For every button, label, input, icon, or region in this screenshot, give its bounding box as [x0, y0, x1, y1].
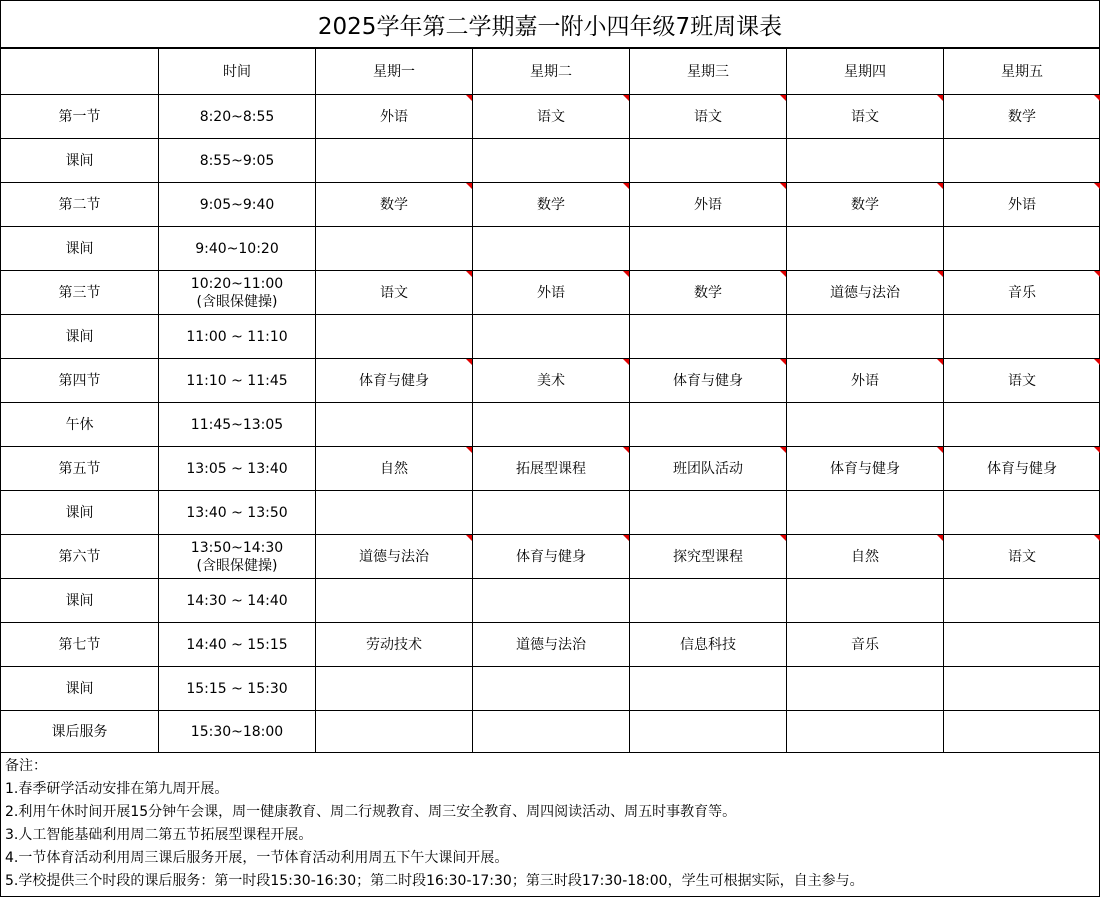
subject-cell-wednesday[interactable] — [630, 227, 787, 271]
subject-cell-monday[interactable]: 道德与法治 — [316, 535, 473, 579]
notes-heading: 备注： — [5, 758, 47, 774]
header-corner-cell[interactable] — [1, 49, 159, 95]
period-label-cell[interactable]: 课间 — [1, 579, 159, 623]
subject-cell-thursday[interactable] — [787, 403, 944, 447]
note-item: 3.人工智能基础利用周二第五节拓展型课程开展。 — [5, 827, 313, 843]
subject-cell-wednesday[interactable]: 外语 — [630, 183, 787, 227]
period-time-cell[interactable] — [159, 491, 316, 535]
period-time-text: 13:50~14:30 — [190, 539, 284, 556]
period-time-cell[interactable] — [159, 447, 316, 491]
subject-cell-tuesday[interactable] — [473, 711, 630, 753]
period-time-cell[interactable] — [159, 403, 316, 447]
subject-cell-tuesday[interactable]: 拓展型课程 — [473, 447, 630, 491]
subject-cell-friday[interactable] — [944, 315, 1100, 359]
subject-cell-monday[interactable] — [316, 711, 473, 753]
period-time-text: 13:05 ~ 13:40 — [186, 460, 288, 477]
subject-cell-tuesday[interactable]: 数学 — [473, 183, 630, 227]
table-row — [1, 711, 1100, 753]
subject-cell-monday[interactable] — [316, 315, 473, 359]
subject-cell-tuesday[interactable] — [473, 579, 630, 623]
header-day-friday[interactable]: 星期五 — [944, 49, 1100, 95]
subject-cell-friday[interactable]: 外语 — [944, 183, 1100, 227]
period-label-cell[interactable]: 课间 — [1, 667, 159, 711]
subject-cell-thursday[interactable] — [787, 491, 944, 535]
subject-cell-friday[interactable]: 体育与健身 — [944, 447, 1100, 491]
table-row — [1, 183, 1100, 227]
period-label-cell[interactable]: 课后服务 — [1, 711, 159, 753]
period-label-cell[interactable]: 第四节 — [1, 359, 159, 403]
subject-cell-monday[interactable]: 体育与健身 — [316, 359, 473, 403]
period-time-cell[interactable] — [159, 667, 316, 711]
table-row — [1, 139, 1100, 183]
period-time-text: 9:05~9:40 — [199, 196, 275, 213]
period-time-cell[interactable] — [159, 95, 316, 139]
subject-cell-monday[interactable] — [316, 227, 473, 271]
subject-cell-tuesday[interactable]: 美术 — [473, 359, 630, 403]
period-label-cell[interactable]: 第六节 — [1, 535, 159, 579]
table-row — [1, 535, 1100, 579]
subject-cell-friday[interactable] — [944, 579, 1100, 623]
period-time-cell[interactable] — [159, 623, 316, 667]
subject-cell-thursday[interactable]: 语文 — [787, 95, 944, 139]
header-day-tuesday[interactable]: 星期二 — [473, 49, 630, 95]
subject-cell-tuesday[interactable]: 道德与法治 — [473, 623, 630, 667]
period-time-text: 8:55~9:05 — [199, 152, 275, 169]
table-row — [1, 623, 1100, 667]
subject-cell-friday[interactable] — [944, 491, 1100, 535]
table-row — [1, 271, 1100, 315]
subject-cell-thursday[interactable] — [787, 139, 944, 183]
header-row — [1, 49, 1100, 95]
period-time-text: 14:30 ~ 14:40 — [186, 592, 288, 609]
period-label-cell[interactable]: 第二节 — [1, 183, 159, 227]
subject-cell-wednesday[interactable] — [630, 403, 787, 447]
subject-cell-monday[interactable] — [316, 491, 473, 535]
period-time-text: 14:40 ~ 15:15 — [186, 636, 288, 653]
subject-cell-wednesday[interactable] — [630, 139, 787, 183]
subject-cell-wednesday[interactable] — [630, 315, 787, 359]
period-label-cell[interactable]: 课间 — [1, 227, 159, 271]
subject-cell-thursday[interactable]: 外语 — [787, 359, 944, 403]
period-time-cell[interactable] — [159, 183, 316, 227]
subject-cell-friday[interactable]: 数学 — [944, 95, 1100, 139]
period-time-text: 8:20~8:55 — [199, 108, 275, 125]
subject-cell-friday[interactable] — [944, 623, 1100, 667]
subject-cell-tuesday[interactable] — [473, 491, 630, 535]
subject-cell-wednesday[interactable]: 班团队活动 — [630, 447, 787, 491]
table-row — [1, 447, 1100, 491]
subject-cell-monday[interactable]: 自然 — [316, 447, 473, 491]
period-time-text: 15:15 ~ 15:30 — [186, 680, 288, 697]
table-row — [1, 95, 1100, 139]
table-row — [1, 667, 1100, 711]
note-item: 2.利用午休时间开展15分钟午会课，周一健康教育、周二行规教育、周三安全教育、周四阅读活动、周五时事教育等。 — [5, 804, 737, 820]
subject-cell-friday[interactable] — [944, 403, 1100, 447]
subject-cell-thursday[interactable]: 体育与健身 — [787, 447, 944, 491]
subject-cell-thursday[interactable]: 自然 — [787, 535, 944, 579]
subject-cell-thursday[interactable]: 音乐 — [787, 623, 944, 667]
header-day-wednesday[interactable]: 星期三 — [630, 49, 787, 95]
period-time-text: 11:10 ~ 11:45 — [186, 372, 288, 389]
subject-cell-monday[interactable]: 数学 — [316, 183, 473, 227]
period-time-cell[interactable] — [159, 315, 316, 359]
period-time-text: 15:30~18:00 — [190, 723, 284, 740]
table-row — [1, 403, 1100, 447]
period-label-cell[interactable]: 课间 — [1, 139, 159, 183]
period-label-cell[interactable]: 课间 — [1, 315, 159, 359]
period-time-text: (含眼保健操) — [196, 557, 278, 574]
subject-cell-wednesday[interactable]: 数学 — [630, 271, 787, 315]
table-row — [1, 227, 1100, 271]
subject-cell-tuesday[interactable] — [473, 227, 630, 271]
period-time-text: 9:40~10:20 — [195, 240, 279, 257]
period-label-cell[interactable]: 午休 — [1, 403, 159, 447]
period-label-cell[interactable]: 课间 — [1, 491, 159, 535]
note-item: 4.一节体育活动利用周三课后服务开展，一节体育活动利用周五下午大课间开展。 — [5, 850, 509, 866]
period-time-text: 10:20~11:00 — [190, 275, 284, 292]
table-row — [1, 579, 1100, 623]
subject-cell-friday[interactable]: 语文 — [944, 359, 1100, 403]
period-time-cell[interactable] — [159, 711, 316, 753]
period-time-text: 13:40 ~ 13:50 — [186, 504, 288, 521]
subject-cell-wednesday[interactable]: 语文 — [630, 95, 787, 139]
subject-cell-friday[interactable]: 语文 — [944, 535, 1100, 579]
note-item: 5.学校提供三个时段的课后服务：第一时段15:30-16:30；第二时段16:30-17:30；第三时段17:30-18:00，学生可根据实际，自主参与。 — [5, 873, 864, 889]
header-time[interactable]: 时间 — [159, 49, 316, 95]
timetable — [0, 48, 1100, 753]
subject-cell-tuesday[interactable] — [473, 315, 630, 359]
table-row — [1, 491, 1100, 535]
subject-cell-wednesday[interactable] — [630, 491, 787, 535]
period-time-cell[interactable] — [159, 227, 316, 271]
subject-cell-wednesday[interactable] — [630, 667, 787, 711]
subject-cell-thursday[interactable] — [787, 711, 944, 753]
subject-cell-friday[interactable] — [944, 711, 1100, 753]
period-time-cell[interactable] — [159, 139, 316, 183]
table-row — [1, 315, 1100, 359]
subject-cell-friday[interactable] — [944, 667, 1100, 711]
note-item: 1.春季研学活动安排在第九周开展。 — [5, 781, 229, 797]
period-label-cell[interactable]: 第五节 — [1, 447, 159, 491]
subject-cell-friday[interactable] — [944, 227, 1100, 271]
subject-cell-tuesday[interactable]: 外语 — [473, 271, 630, 315]
subject-cell-monday[interactable]: 语文 — [316, 271, 473, 315]
subject-cell-tuesday[interactable] — [473, 667, 630, 711]
subject-cell-monday[interactable]: 外语 — [316, 95, 473, 139]
period-time-text: 11:45~13:05 — [190, 416, 284, 433]
subject-cell-thursday[interactable] — [787, 579, 944, 623]
subject-cell-thursday[interactable] — [787, 315, 944, 359]
period-time-cell[interactable] — [159, 359, 316, 403]
subject-cell-tuesday[interactable]: 语文 — [473, 95, 630, 139]
page-title: 2025学年第二学期嘉一附小四年级7班周课表 — [1, 1, 1099, 48]
timetable-body — [1, 95, 1100, 753]
period-time-cell[interactable] — [159, 579, 316, 623]
header-day-monday[interactable]: 星期一 — [316, 49, 473, 95]
subject-cell-friday[interactable]: 音乐 — [944, 271, 1100, 315]
subject-cell-tuesday[interactable]: 体育与健身 — [473, 535, 630, 579]
period-label-cell[interactable]: 第三节 — [1, 271, 159, 315]
period-time-text: 11:00 ~ 11:10 — [186, 328, 288, 345]
header-day-thursday[interactable]: 星期四 — [787, 49, 944, 95]
subject-cell-wednesday[interactable]: 信息科技 — [630, 623, 787, 667]
subject-cell-wednesday[interactable] — [630, 579, 787, 623]
table-row — [1, 359, 1100, 403]
period-label-cell[interactable]: 第一节 — [1, 95, 159, 139]
subject-cell-thursday[interactable]: 道德与法治 — [787, 271, 944, 315]
subject-cell-tuesday[interactable] — [473, 139, 630, 183]
subject-cell-wednesday[interactable]: 体育与健身 — [630, 359, 787, 403]
subject-cell-tuesday[interactable] — [473, 403, 630, 447]
subject-cell-monday[interactable] — [316, 403, 473, 447]
subject-cell-thursday[interactable] — [787, 667, 944, 711]
subject-cell-monday[interactable]: 劳动技术 — [316, 623, 473, 667]
subject-cell-monday[interactable] — [316, 139, 473, 183]
period-time-cell[interactable] — [159, 535, 316, 579]
notes-section — [1, 753, 1099, 895]
subject-cell-thursday[interactable] — [787, 227, 944, 271]
period-time-cell[interactable] — [159, 271, 316, 315]
subject-cell-friday[interactable] — [944, 139, 1100, 183]
subject-cell-wednesday[interactable]: 探究型课程 — [630, 535, 787, 579]
subject-cell-monday[interactable] — [316, 579, 473, 623]
subject-cell-thursday[interactable]: 数学 — [787, 183, 944, 227]
period-time-text: (含眼保健操) — [196, 293, 278, 310]
subject-cell-wednesday[interactable] — [630, 711, 787, 753]
period-label-cell[interactable]: 第七节 — [1, 623, 159, 667]
subject-cell-monday[interactable] — [316, 667, 473, 711]
